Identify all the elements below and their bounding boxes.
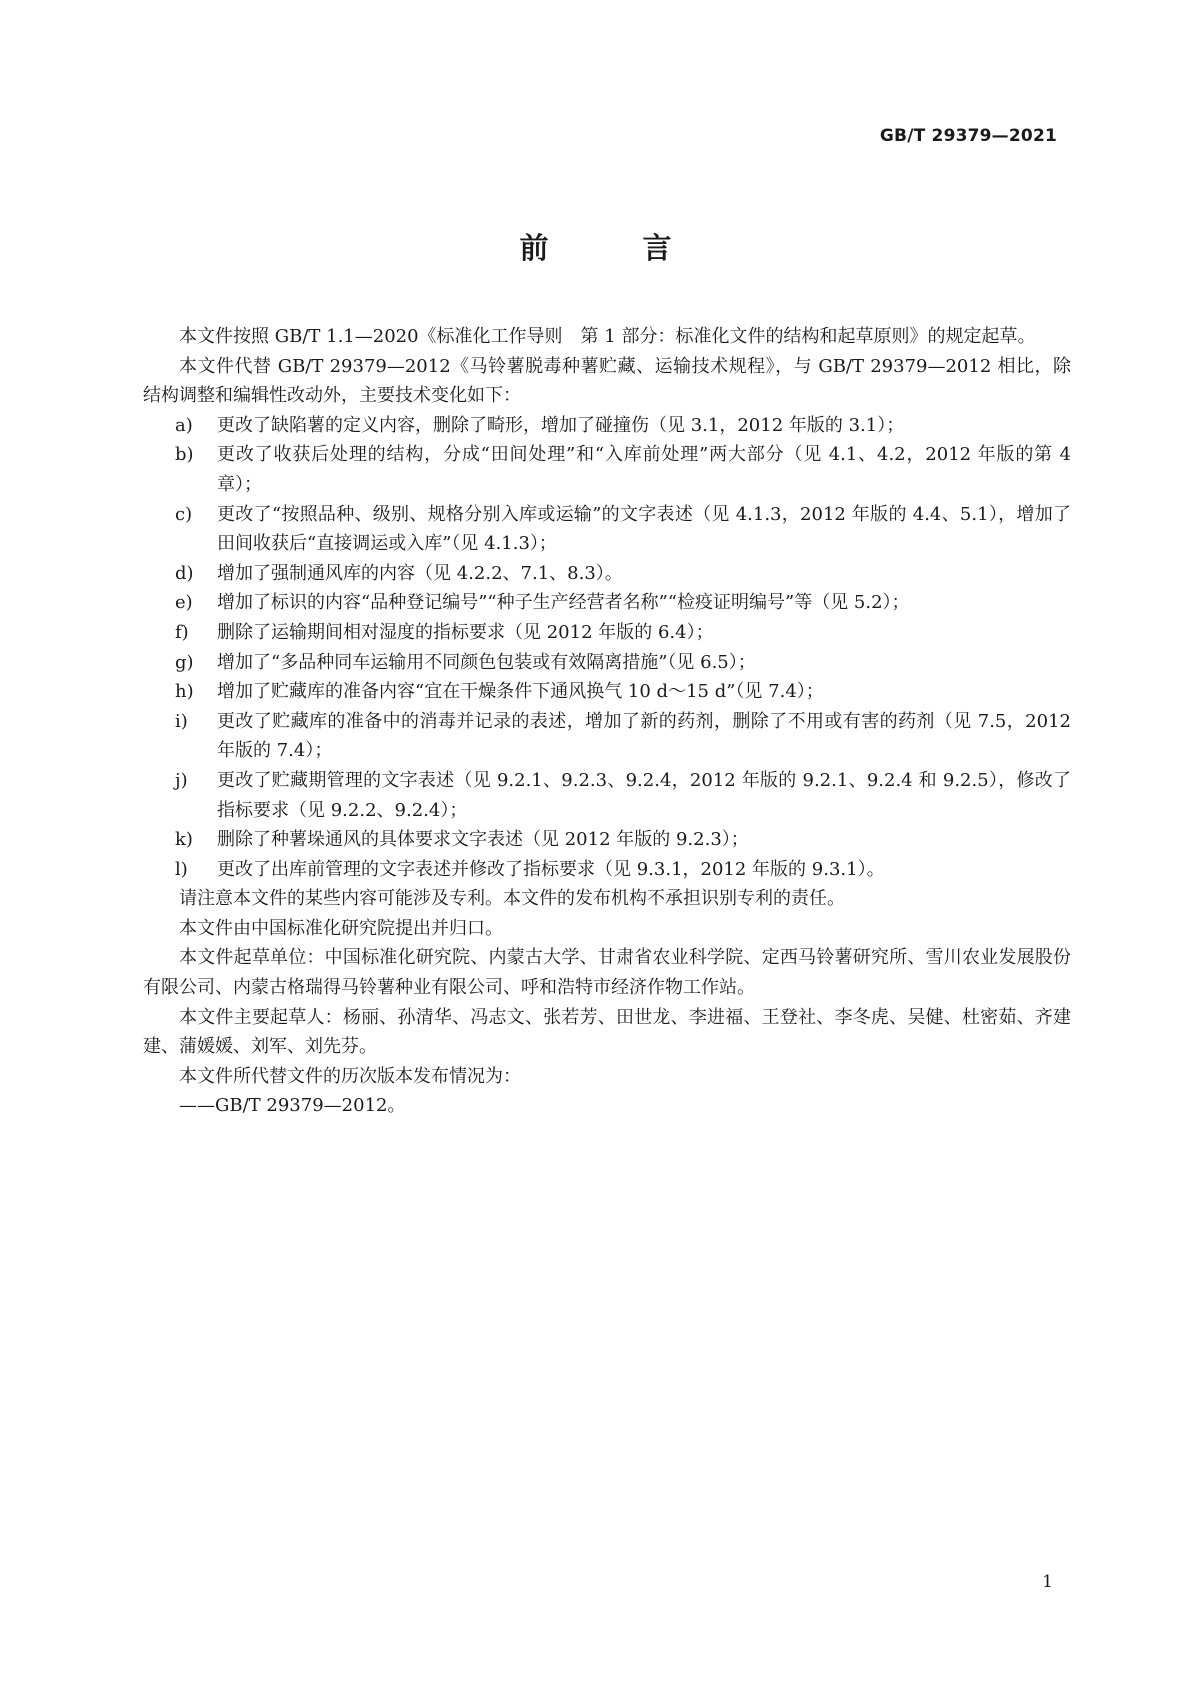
list-text: 更改了贮藏期管理的文字表述（见 9.2.1、9.2.3、9.2.4，2012 年版的 9.2.1、9.2.4 和 9.2.5），修改了指标要求（见 9.2.2、9.2.4）； xyxy=(217,769,1071,821)
list-text: 更改了缺陷薯的定义内容，删除了畸形，增加了碰撞伤（见 3.1，2012 年版的 3.1）； xyxy=(217,414,905,436)
changes-list xyxy=(143,411,1071,885)
list-item xyxy=(175,648,1071,678)
paragraph: 本文件按照 GB/T 1.1—2020《标准化工作导则 第 1 部分：标准化文件的结构和起草原则》的规定起草。 xyxy=(179,326,1036,347)
list-item xyxy=(175,677,1071,707)
list-item xyxy=(175,500,1071,559)
list-item xyxy=(175,707,1071,766)
list-item xyxy=(175,588,1071,618)
list-text: 删除了运输期间相对湿度的指标要求（见 2012 年版的 6.4）； xyxy=(217,621,714,643)
list-item xyxy=(175,825,1071,855)
list-text: 更改了出库前管理的文字表述并修改了指标要求（见 9.3.1，2012 年版的 9.3.1）。 xyxy=(217,858,885,880)
list-text: 增加了“多品种同车运输用不同颜色包装或有效隔离措施”（见 6.5）； xyxy=(217,651,756,673)
paragraph: 本文件代替 GB/T 29379—2012《马铃薯脱毒种薯贮藏、运输技术规程》，与 GB/T 29379—2012 相比，除结构调整和编辑性改动外，主要技术变化如下： xyxy=(143,355,1071,407)
list-text: 更改了贮藏库的准备中的消毒并记录的表述，增加了新的药剂，删除了不用或有害的药剂（见 7.5，2012 年版的 7.4）； xyxy=(217,710,1071,762)
paragraph: 请注意本文件的某些内容可能涉及专利。本文件的发布机构不承担识别专利的责任。 xyxy=(179,888,845,910)
list-marker: i) xyxy=(175,710,188,732)
list-marker: g) xyxy=(175,651,194,673)
list-item xyxy=(175,440,1071,499)
paragraph: 本文件所代替文件的历次版本发布情况为： xyxy=(179,1065,521,1087)
list-marker: c) xyxy=(175,503,193,525)
paragraph: 本文件由中国标准化研究院提出并归口。 xyxy=(179,917,503,939)
list-text: 删除了种薯垛通风的具体要求文字表述（见 2012 年版的 9.2.3）； xyxy=(217,829,749,851)
list-text: 增加了标识的内容“品种登记编号”“种子生产经营者名称”“检疫证明编号”等（见 5.2）； xyxy=(217,592,910,614)
list-marker: f) xyxy=(175,621,189,643)
paragraph: 本文件主要起草人：杨丽、孙清华、冯志文、张若芳、田世龙、李进福、王登社、李冬虎、吴健、杜密茹、齐建建、蒲媛媛、刘军、刘先芬。 xyxy=(143,1006,1071,1058)
list-marker: d) xyxy=(175,562,194,584)
list-marker: k) xyxy=(175,829,193,851)
paragraph: ——GB/T 29379—2012。 xyxy=(179,1095,406,1117)
list-text: 增加了强制通风库的内容（见 4.2.2、7.1、8.3）。 xyxy=(217,562,623,584)
page-title: 前 言 xyxy=(519,231,714,265)
foreword-body xyxy=(143,322,1071,1121)
list-item xyxy=(175,618,1071,648)
list-marker: h) xyxy=(175,681,194,703)
list-marker: e) xyxy=(175,592,193,614)
list-item xyxy=(175,855,1071,885)
list-item xyxy=(175,411,1071,441)
list-marker: b) xyxy=(175,444,194,466)
list-item xyxy=(175,559,1071,589)
list-text: 更改了“按照品种、级别、规格分别入库或运输”的文字表述（见 4.1.3，2012 年版的 4.4、5.1），增加了田间收获后“直接调运或入库”（见 4.1.3）； xyxy=(217,503,1071,555)
list-text: 更改了收获后处理的结构，分成“田间处理”和“入库前处理”两大部分（见 4.1、4.2，2012 年版的第 4 章）； xyxy=(217,444,1071,495)
list-item xyxy=(175,766,1071,825)
standard-code: GB/T 29379—2021 xyxy=(879,126,1057,146)
list-text: 增加了贮藏库的准备内容“宜在干燥条件下通风换气 10 d～15 d”（见 7.4）； xyxy=(217,681,824,703)
list-marker: j) xyxy=(175,769,188,791)
paragraph: 本文件起草单位：中国标准化研究院、内蒙古大学、甘肃省农业科学院、定西马铃薯研究所、雪川农业发展股份有限公司、内蒙古格瑞得马铃薯种业有限公司、呼和浩特市经济作物工作站。 xyxy=(143,947,1071,999)
page-number: 1 xyxy=(1042,1572,1053,1592)
list-marker: a) xyxy=(175,414,193,436)
list-marker: l) xyxy=(175,858,188,880)
